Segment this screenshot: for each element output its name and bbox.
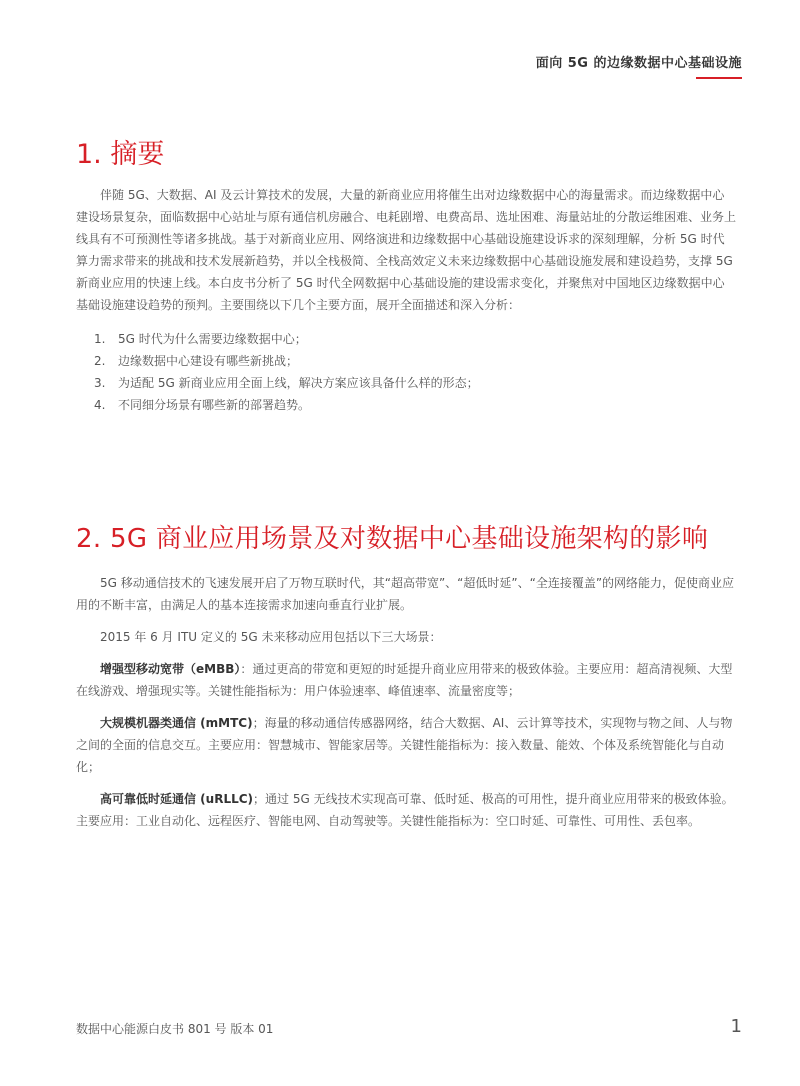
scenario-urllc-description: ；通过 5G 无线技术实现高可靠、低时延、极高的可用性，提升商业应用带来的极致体验。主要应用：工业自动化、远程医疗、智能电网、自动驾驶等。关键性能指标为：空口时延、可靠性、可用性、丢包率。: [76, 792, 734, 828]
abstract-paragraph: 伴随 5G、大数据、AI 及云计算技术的发展，大量的新商业应用将催生出对边缘数据中心的海量需求。而边缘数据中心建设场景复杂，面临数据中心站址与原有通信机房融合、电耗剧增、电费高昂、选址困难、海量站址的分散运维困难、业务上线具有不可预测性等诸多挑战。基于对新商业应用、网络演进和边缘数据中心基础设施建设诉求的深刻理解，分析 5G 时代算力需求带来的挑战和技术发展新趋势，并以全栈极简、全栈高效定义未来边缘数据中心基础设施发展和建设趋势，支撑 5G 新商业应用的快速上线。本白皮书分析了 5G 时代全网数据中心基础设施的建设需求变化，并聚焦对中国地区边缘数据中心基础设施建设趋势的预判。主要围绕以下几个主要方面，展开全面描述和深入分析：: [76, 188, 737, 312]
scenario-embb-description: ：通过更高的带宽和更短的时延提升商业应用带来的极致体验。主要应用：超高清视频、大型在线游戏、增强现实等。关键性能指标为：用户体验速率、峰值速率、流量密度等；: [76, 662, 733, 698]
header-accent-rule: [696, 77, 742, 79]
section-heading-abstract: 1. 摘要: [76, 139, 165, 170]
list-item-number: 1.: [94, 332, 106, 346]
scenario-mmtc-title: 大规模机器类通信 (mMTC): [100, 716, 253, 730]
list-item-number: 3.: [94, 376, 106, 390]
list-item: [76, 328, 736, 350]
section-heading-5g-scenarios: 2. 5G 商业应用场景及对数据中心基础设施架构的影响: [76, 524, 709, 554]
list-item: [76, 350, 736, 372]
scenario-mmtc-paragraph: [76, 712, 736, 778]
abstract-topic-list: [76, 328, 736, 416]
footer-document-label: 数据中心能源白皮书 801 号 版本 01: [76, 1022, 274, 1036]
scenario-embb-paragraph: [76, 658, 736, 702]
running-header-title: 面向 5G 的边缘数据中心基础设施: [535, 56, 742, 71]
itu-scenarios-intro: 2015 年 6 月 ITU 定义的 5G 未来移动应用包括以下三大场景：: [100, 630, 442, 644]
list-item-text: 边缘数据中心建设有哪些新挑战；: [118, 354, 299, 368]
page-number: 1: [730, 1016, 742, 1037]
list-item-text: 为适配 5G 新商业应用全面上线，解决方案应该具备什么样的形态；: [118, 376, 479, 390]
list-item-number: 2.: [94, 354, 106, 368]
list-item-text: 不同细分场景有哪些新的部署趋势。: [118, 398, 311, 412]
scenario-urllc-title: 高可靠低时延通信 (uRLLC): [100, 792, 254, 806]
scenario-mmtc-description: ；海量的移动通信传感器网络，结合大数据、AI、云计算等技术，实现物与物之间、人与物之间的全面的信息交互。主要应用：智慧城市、智能家居等。关键性能指标为：接入数量、能效、个体及系统智能化与自动化；: [76, 716, 733, 774]
list-item-text: 5G 时代为什么需要边缘数据中心；: [118, 332, 307, 346]
section2-intro-paragraph: 5G 移动通信技术的飞速发展开启了万物互联时代，其“超高带宽”、“超低时延”、“全连接覆盖”的网络能力，促使商业应用的不断丰富，由满足人的基本连接需求加速向垂直行业扩展。: [76, 576, 735, 612]
list-item: [76, 394, 736, 416]
list-item-number: 4.: [94, 398, 106, 412]
scenario-urllc-paragraph: [76, 788, 736, 832]
list-item: [76, 372, 736, 394]
scenario-embb-title: 增强型移动宽带（eMBB）: [100, 662, 241, 676]
